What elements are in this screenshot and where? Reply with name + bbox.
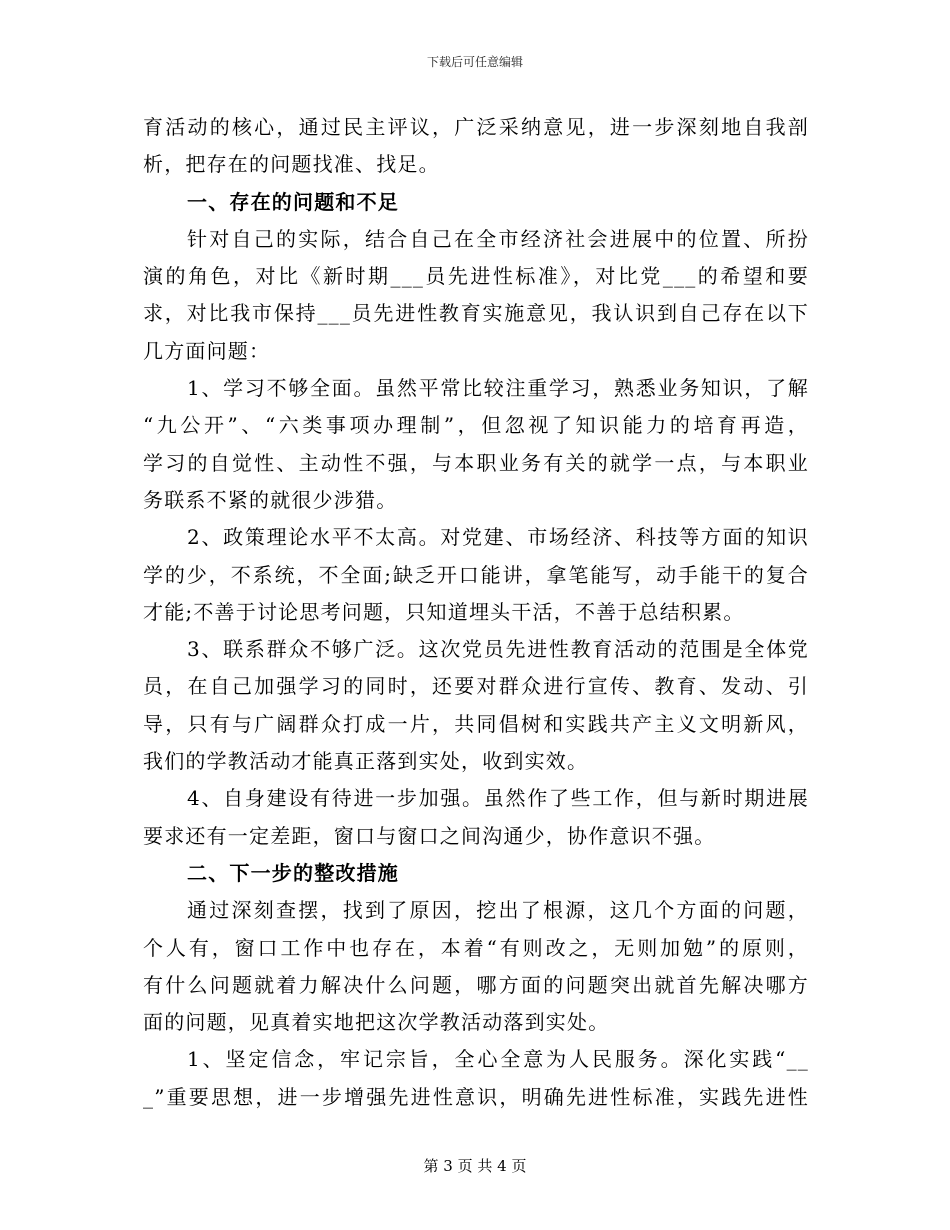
page-header: 下载后可任意编辑 [426,55,523,69]
text-line: 针对自己的实际，结合自己在全市经济社会进展中的位置、所扮 [187,226,809,251]
section-heading: 一、存在的问题和不足 [187,189,399,214]
text-line: 个人有，窗口工作中也存在，本着“有则改之，无则加勉”的原则， [143,935,809,960]
text-line: 1、坚定信念，牢记宗旨，全心全意为人民服务。深化实践“__ [187,1047,809,1072]
text-line: 学的少，不系统，不全面;缺乏开口能讲，拿笔能写，动手能干的复合 [143,562,809,587]
text-line: 要求还有一定差距，窗口与窗口之间沟通少，协作意识不强。 [143,823,716,848]
text-line: 3、联系群众不够广泛。这次党员先进性教育活动的范围是全体党 [187,637,809,662]
text-line: 演的角色，对比《新时期___员先进性标准》，对比党___的希望和要 [143,264,809,289]
text-line: 有什么问题就着力解决什么问题，哪方面的问题突出就首先解决哪方 [143,972,809,997]
text-line: _”重要思想，进一步增强先进性意识，明确先进性标准，实践先进性 [143,1084,809,1109]
text-line: “九公开”、“六类事项办理制”，但忽视了知识能力的培育再造， [143,413,809,438]
text-line: 育活动的核心，通过民主评议，广泛采纳意见，进一步深刻地自我剖 [143,115,809,139]
text-line: 通过深刻查摆，找到了原因，挖出了根源，这几个方面的问题， [187,898,809,923]
text-line: 2、政策理论水平不太高。对党建、市场经济、科技等方面的知识 [187,525,809,550]
text-line: 员，在自己加强学习的同时，还要对群众进行宣传、教育、发动、引 [143,674,809,699]
text-line: 导，只有与广阔群众打成一片，共同倡树和实践共产主义文明新风， [143,711,809,736]
section-heading: 二、下一步的整改措施 [187,860,399,885]
page-footer: 第 3 页 共 4 页 [423,1157,527,1175]
text-line: 1、学习不够全面。虽然平常比较注重学习，熟悉业务知识，了解 [187,376,809,401]
text-line: 才能;不善于讨论思考问题，只知道埋头干活，不善于总结积累。 [143,599,745,624]
text-line: 几方面问题： [143,338,271,363]
text-line: 析，把存在的问题找准、找足。 [143,152,440,177]
text-line: 学习的自觉性、主动性不强，与本职业务有关的就学一点，与本职业 [143,450,809,475]
text-line: 面的问题，见真着实地把这次学教活动落到实处。 [143,1010,610,1035]
text-line: 务联系不紧的就很少涉猎。 [143,487,398,512]
text-line: 求，对比我市保持___员先进性教育实施意见，我认识到自己存在以下 [143,301,809,326]
text-line: 我们的学教活动才能真正落到实处，收到实效。 [143,749,589,774]
text-line: 4、自身建设有待进一步加强。虽然作了些工作，但与新时期进展 [187,786,809,811]
document-body [143,109,809,1116]
